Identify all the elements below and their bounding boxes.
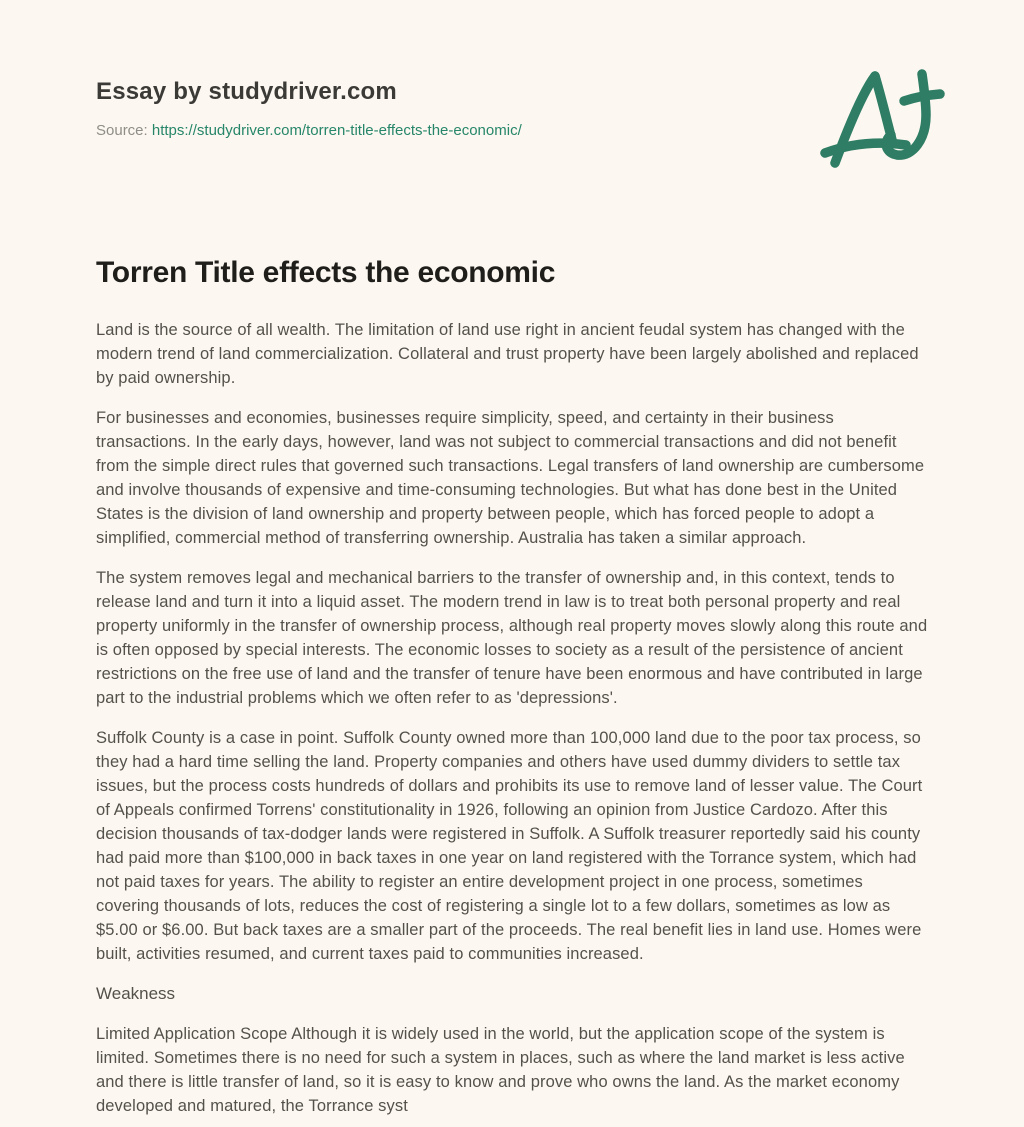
- essay-title: Torren Title effects the economic: [96, 256, 556, 289]
- essay-paragraph-5: Limited Application Scope Although it is widely used in the world, but the application scope of the system is limited. Sometimes there is no need for such a system in places, such as where the land market is less active and there is little transfer of land, so it is easy to know and prove who owns the land. As the market economy developed and matured, the Torrance syst: [96, 1025, 905, 1115]
- page-header: [0, 0, 1024, 142]
- a-plus-logo-icon: [820, 64, 954, 170]
- essay-paragraph-1: Land is the source of all wealth. The limitation of land use right in ancient feudal system has changed with the modern trend of land commercialization. Collateral and trust property have been largely abolished and replaced by paid ownership.: [96, 321, 919, 387]
- essay-paragraph-3: The system removes legal and mechanical barriers to the transfer of ownership and, in this context, tends to release land and turn it into a liquid asset. The modern trend in law is to treat both personal property and real property uniformly in the transfer of ownership process, although real property moves slowly along this route and is often opposed by special interests. The economic losses to society as a result of the persistence of ancient restrictions on the free use of land and the transfer of tenure have been enormous and have contributed in large part to the industrial problems which we often refer to as 'depressions'.: [96, 569, 928, 707]
- essay-paragraph-4: Suffolk County is a case in point. Suffolk County owned more than 100,000 land due to the poor tax process, so they had a hard time selling the land. Property companies and others have used dummy dividers to settle tax issues, but the process costs hundreds of dollars and prohibits its use to remove land of lesser value. The Court of Appeals confirmed Torrens' constitutionality in 1926, following an opinion from Justice Cardozo. After this decision thousands of tax-dodger lands were registered in Suffolk. A Suffolk treasurer reportedly said his county had paid more than $100,000 in back taxes in one year on land registered with the Torrance system, which had not paid taxes for years. The ability to register an entire development project in one process, sometimes covering thousands of lots, reduces the cost of registering a single lot to a few dollars, sometimes as low as $5.00 or $6.00. But back taxes are a smaller part of the proceeds. The real benefit lies in land use. Homes were built, activities resumed, and current taxes paid to communities increased.: [96, 729, 923, 963]
- essay-paragraph-2: For businesses and economies, businesses require simplicity, speed, and certainty in their business transactions. In the early days, however, land was not subject to commercial transactions and did not benefit from the simple direct rules that governed such transactions. Legal transfers of land ownership are cumbersome and involve thousands of expensive and time-consuming technologies. But what has done best in the United States is the division of land ownership and property between people, which has forced people to adopt a simplified, commercial method of transferring ownership. Australia has taken a similar approach.: [96, 409, 925, 547]
- source-label: Source:: [96, 122, 148, 139]
- source-line: [96, 120, 928, 142]
- essay-content: [96, 254, 928, 1118]
- source-link[interactable]: https://studydriver.com/torren-title-effects-the-economic/: [151, 122, 522, 139]
- site-title: Essay by studydriver.com: [96, 78, 397, 105]
- essay-body: [96, 318, 928, 1118]
- weakness-heading: Weakness: [96, 984, 176, 1003]
